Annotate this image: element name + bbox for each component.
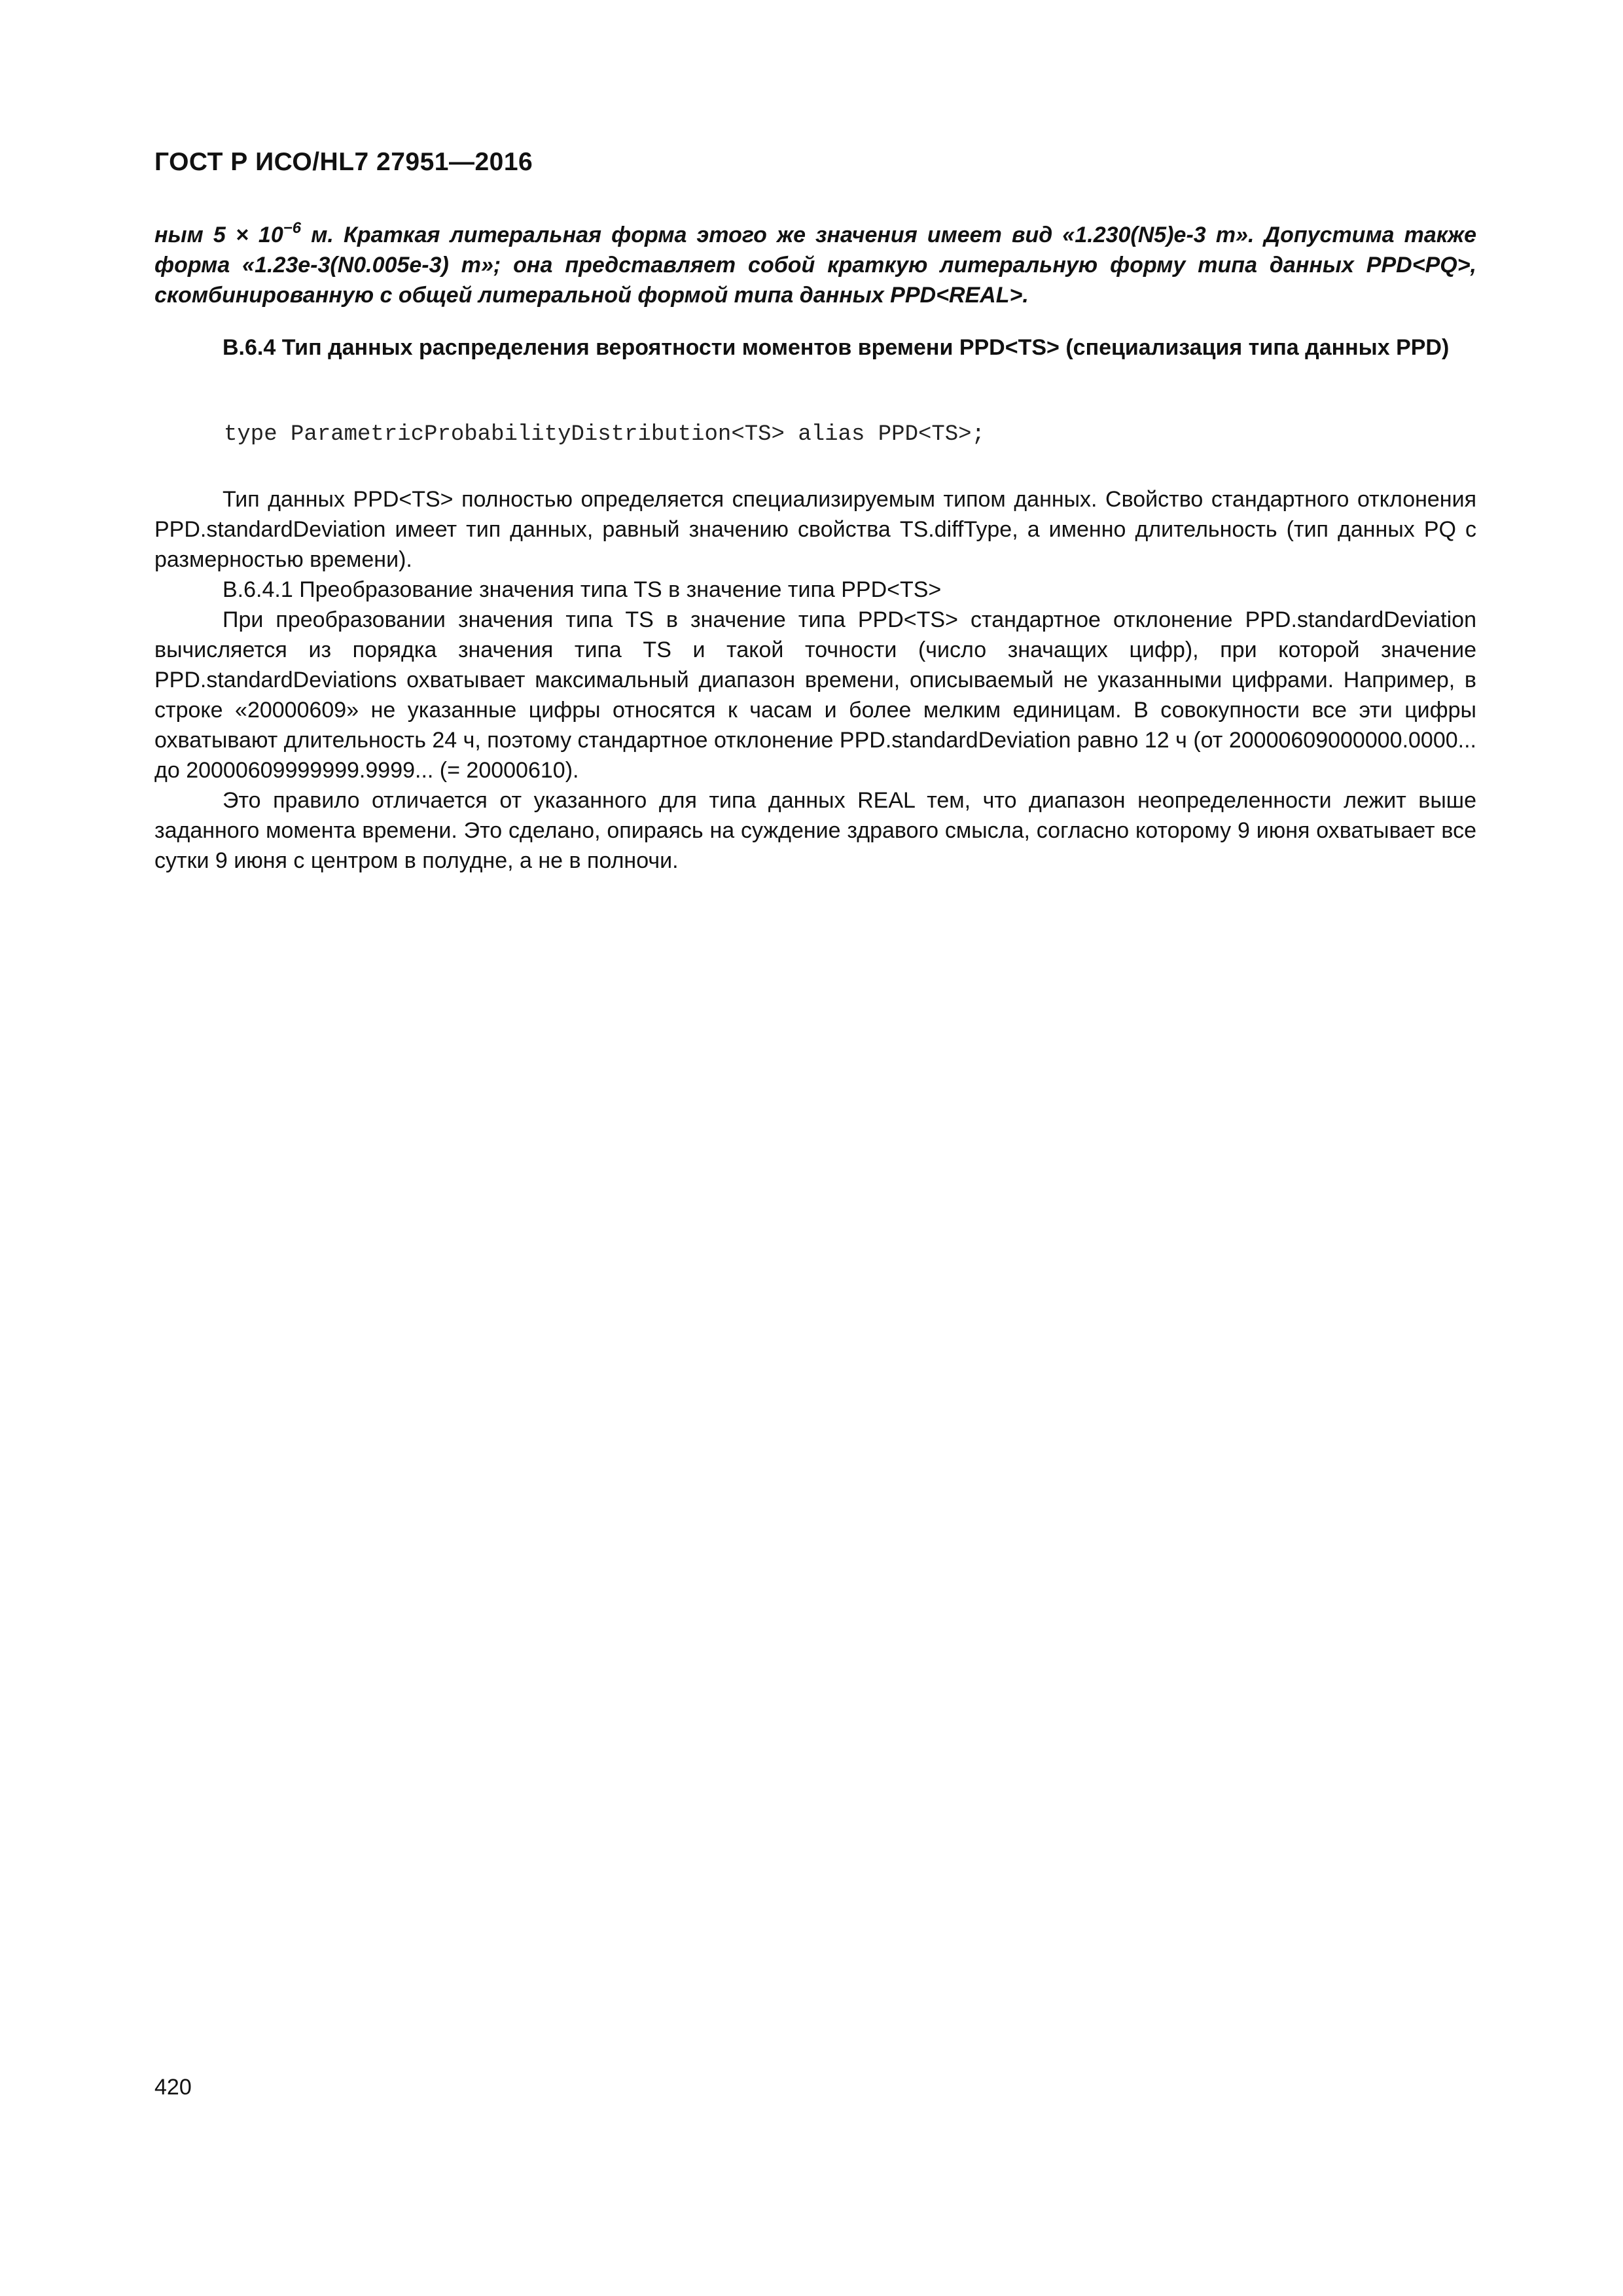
subsection-heading-b641: B.6.4.1 Преобразование значения типа TS в значение типа PPD<TS> <box>223 577 942 602</box>
code-line: type ParametricProbabilityDistribution<TS> alias PPD<TS>; <box>224 422 985 447</box>
intro-exponent: −6 <box>283 219 302 237</box>
section-heading: B.6.4 Тип данных распределения вероятности моментов времени PPD<TS> (специализация типа данных PPD) <box>223 335 1450 360</box>
body-paragraphs <box>154 484 1476 876</box>
paragraph-ppd-ts-definition: Тип данных PPD<TS> полностью определяется специализируемым типом данных. Свойство стандартного отклонения PPD.standardDeviation имеет тип данных, равный значению свойства TS.diffType, а именно длительность (тип данных PQ с размерностью времени). <box>154 487 1476 572</box>
document-header: ГОСТ Р ИСО/HL7 27951—2016 <box>154 148 533 176</box>
paragraph-rule-difference: Это правило отличается от указанного для типа данных REAL тем, что диапазон неопределенности лежит выше заданного момента времени. Это сделано, опираясь на суждение здравого смысла, согласно которому 9 июня охватывает все сутки 9 июня с центром в полудне, а не в полночи. <box>154 788 1476 873</box>
intro-text-start: ным 5 × 10 <box>154 223 283 247</box>
paragraph-conversion: При преобразовании значения типа TS в значение типа PPD<TS> стандартное отклонение PPD.standardDeviation вычисляется из порядка значения типа TS и такой точности (число значащих цифр), при которой значение PPD.standardDeviations охватывает максимальный диапазон времени, описываемый не указанными цифрами. Например, в строке «20000609» не указанные цифры относятся к часам и более мелким единицам. В совокупности все эти цифры охватывают длительность 24 ч, поэтому стандартное отклонение PPD.standardDeviation равно 12 ч (от 20000609000000.0000... до 20000609999999.9999... (= 20000610). <box>154 607 1476 783</box>
intro-paragraph <box>154 220 1476 310</box>
page-number: 420 <box>154 2075 192 2100</box>
intro-text-end: м. Краткая литеральная форма этого же значения имеет вид «1.230(N5)e-3 m». Допустима также форма «1.23e-3(N0.005e-3) m»; она представляет собой краткую литеральную форму типа данных PPD<PQ>, скомбинированную с общей литеральной формой типа данных PPD<REAL>. <box>154 223 1476 308</box>
